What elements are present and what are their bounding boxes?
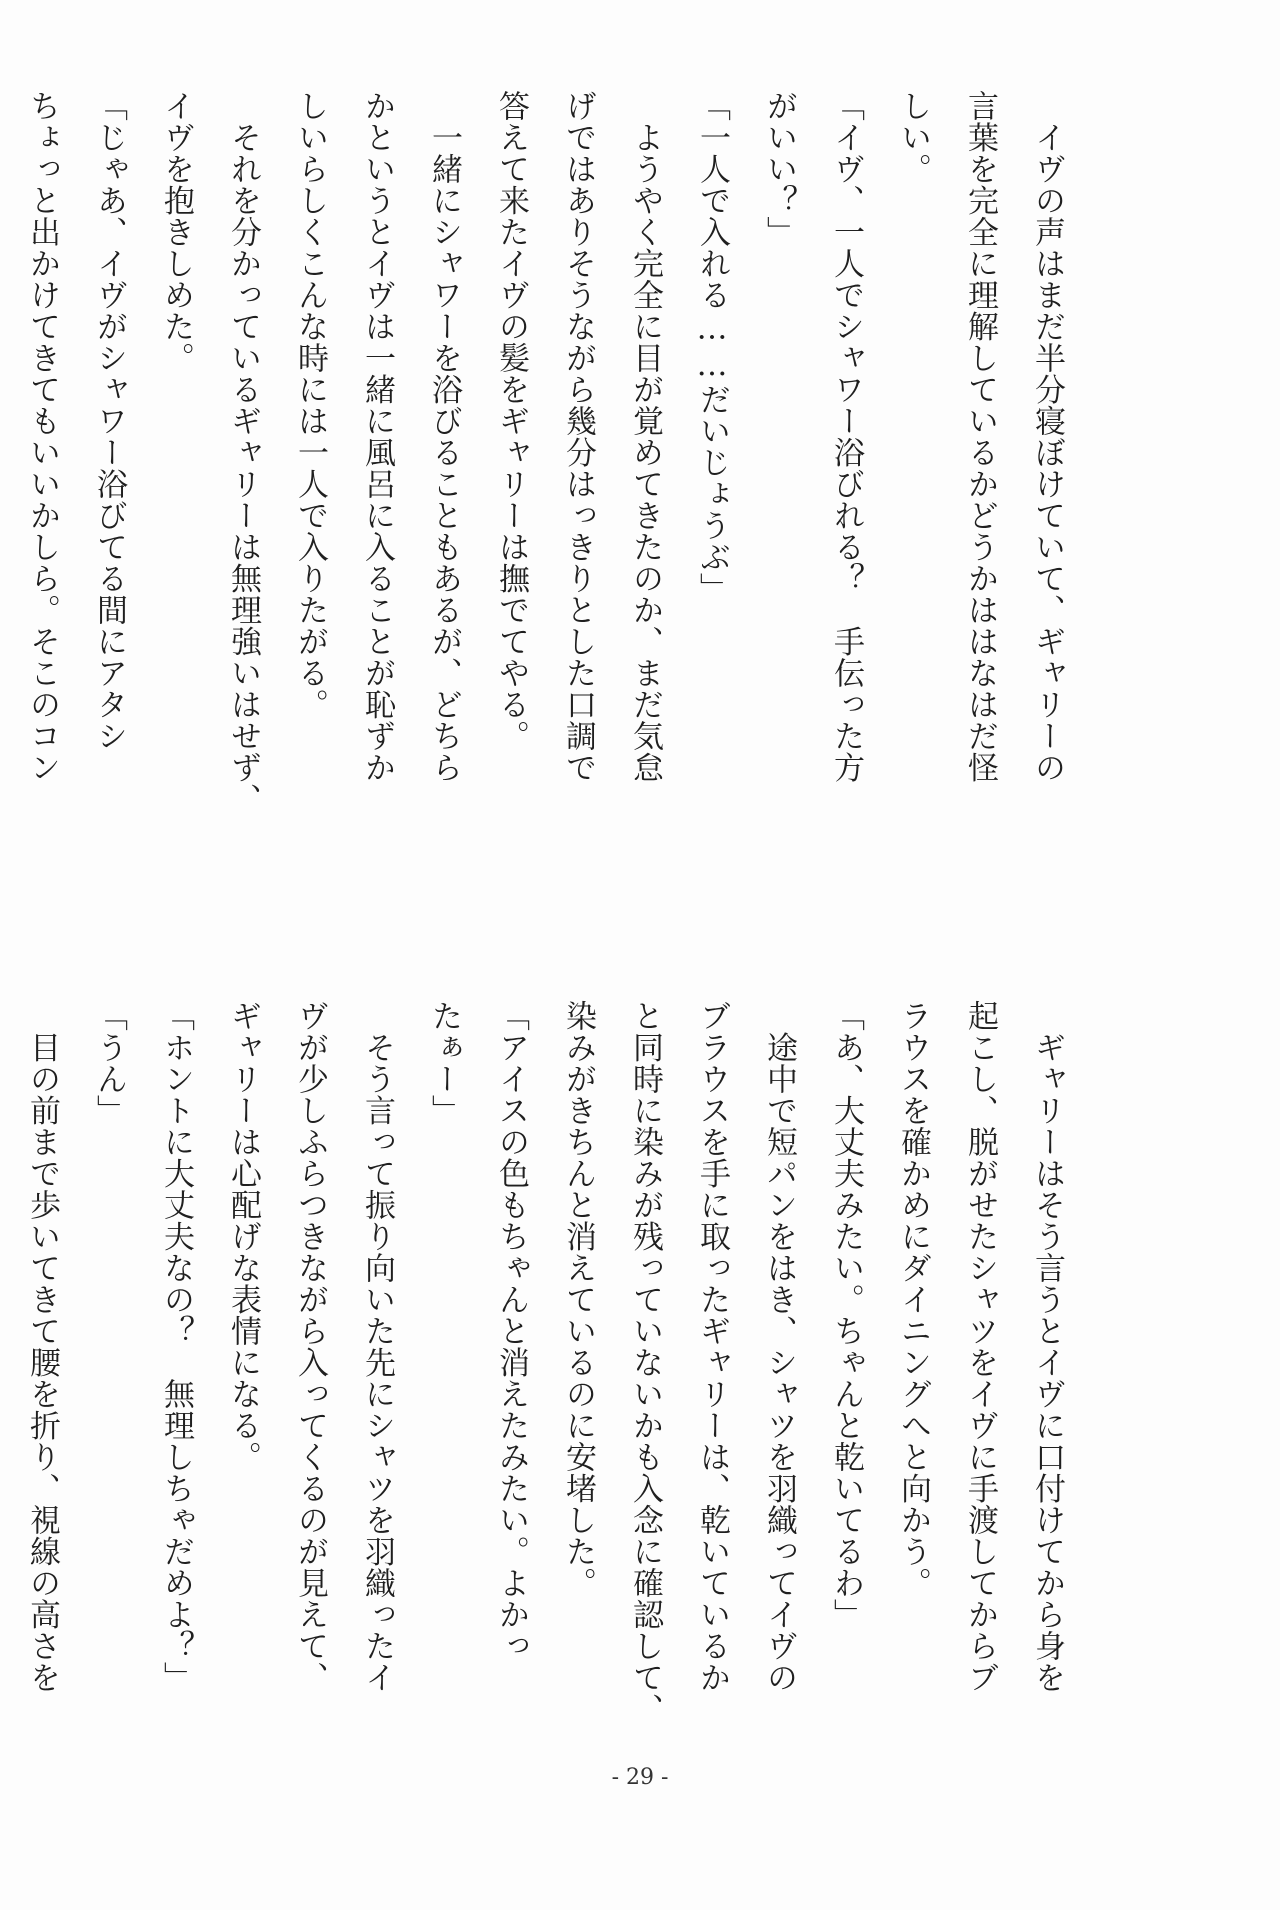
text-line: 染みがきちんと消えているのに安堵した。: [560, 1000, 596, 1599]
text-line: それを分かっているギャリーは無理強いはせず、: [225, 90, 261, 815]
text-block-top: [24, 90, 1080, 815]
text-line: イヴを抱きしめた。: [158, 90, 194, 374]
text-line: 「一人で入れる……だいじょうぶ」: [694, 90, 730, 604]
page-number: - 29 -: [611, 1765, 669, 1790]
text-line: げではありそうながら幾分はっきりとした口調で: [560, 90, 596, 783]
text-line: しい。: [895, 90, 931, 185]
text-line: 「あ、大丈夫みたい。ちゃんと乾いてるわ」: [828, 1000, 864, 1630]
text-line: ギャリーは心配げな表情になる。: [225, 1000, 261, 1473]
text-line: かというとイヴは一緒に風呂に入ることが恥ずか: [359, 90, 395, 783]
text-line: 「ホントに大丈夫なの？ 無理しちゃだめよ？」: [158, 1000, 194, 1693]
text-line: 「アイスの色もちゃんと消えたみたい。よかっ: [493, 1000, 529, 1662]
text-line: たぁー」: [426, 1000, 462, 1126]
text-line: 言葉を完全に理解しているかどうかははなはだ怪: [962, 90, 998, 783]
text-line: 途中で短パンをはき、シャツを羽織ってイヴの: [761, 1000, 797, 1693]
text-block-bottom: [24, 1000, 1080, 1725]
text-line: 目の前まで歩いてきて腰を折り、視線の高さを: [24, 1000, 60, 1693]
text-line: 起こし、脱がせたシャツをイヴに手渡してからブ: [962, 1000, 998, 1693]
text-line: ラウスを確かめにダイニングへと向かう。: [895, 1000, 931, 1599]
text-line: ブラウスを手に取ったギャリーは、乾いているか: [694, 1000, 730, 1693]
text-line: 答えて来たイヴの髪をギャリーは撫でてやる。: [493, 90, 529, 752]
text-line: イヴの声はまだ半分寝ぼけていて、ギャリーの: [1029, 90, 1065, 783]
text-line: 「じゃあ、イヴがシャワー浴びてる間にアタシ: [91, 90, 127, 752]
text-line: ようやく完全に目が覚めてきたのか、まだ気怠: [627, 90, 663, 783]
text-line: 一緒にシャワーを浴びることもあるが、どちら: [426, 90, 462, 783]
text-line: 「イヴ、一人でシャワー浴びれる？ 手伝った方: [828, 90, 864, 783]
text-line: [0, 90, 8, 810]
text-line: と同時に染みが残っていないかも入念に確認して、: [627, 1000, 663, 1725]
text-line: ヴが少しふらつきながら入ってくるのが見えて、: [292, 1000, 328, 1693]
text-line: ギャリーはそう言うとイヴに口付けてから身を: [1029, 1000, 1065, 1693]
text-line: [0, 1000, 8, 1720]
text-line: 「うん」: [91, 1000, 127, 1126]
text-line: しいらしくこんな時には一人で入りたがる。: [292, 90, 328, 720]
text-line: そう言って振り向いた先にシャツを羽織ったイ: [359, 1000, 395, 1693]
text-line: ちょっと出かけてきてもいいかしら。そこのコン: [24, 90, 60, 783]
text-line: がいい？」: [761, 90, 797, 248]
